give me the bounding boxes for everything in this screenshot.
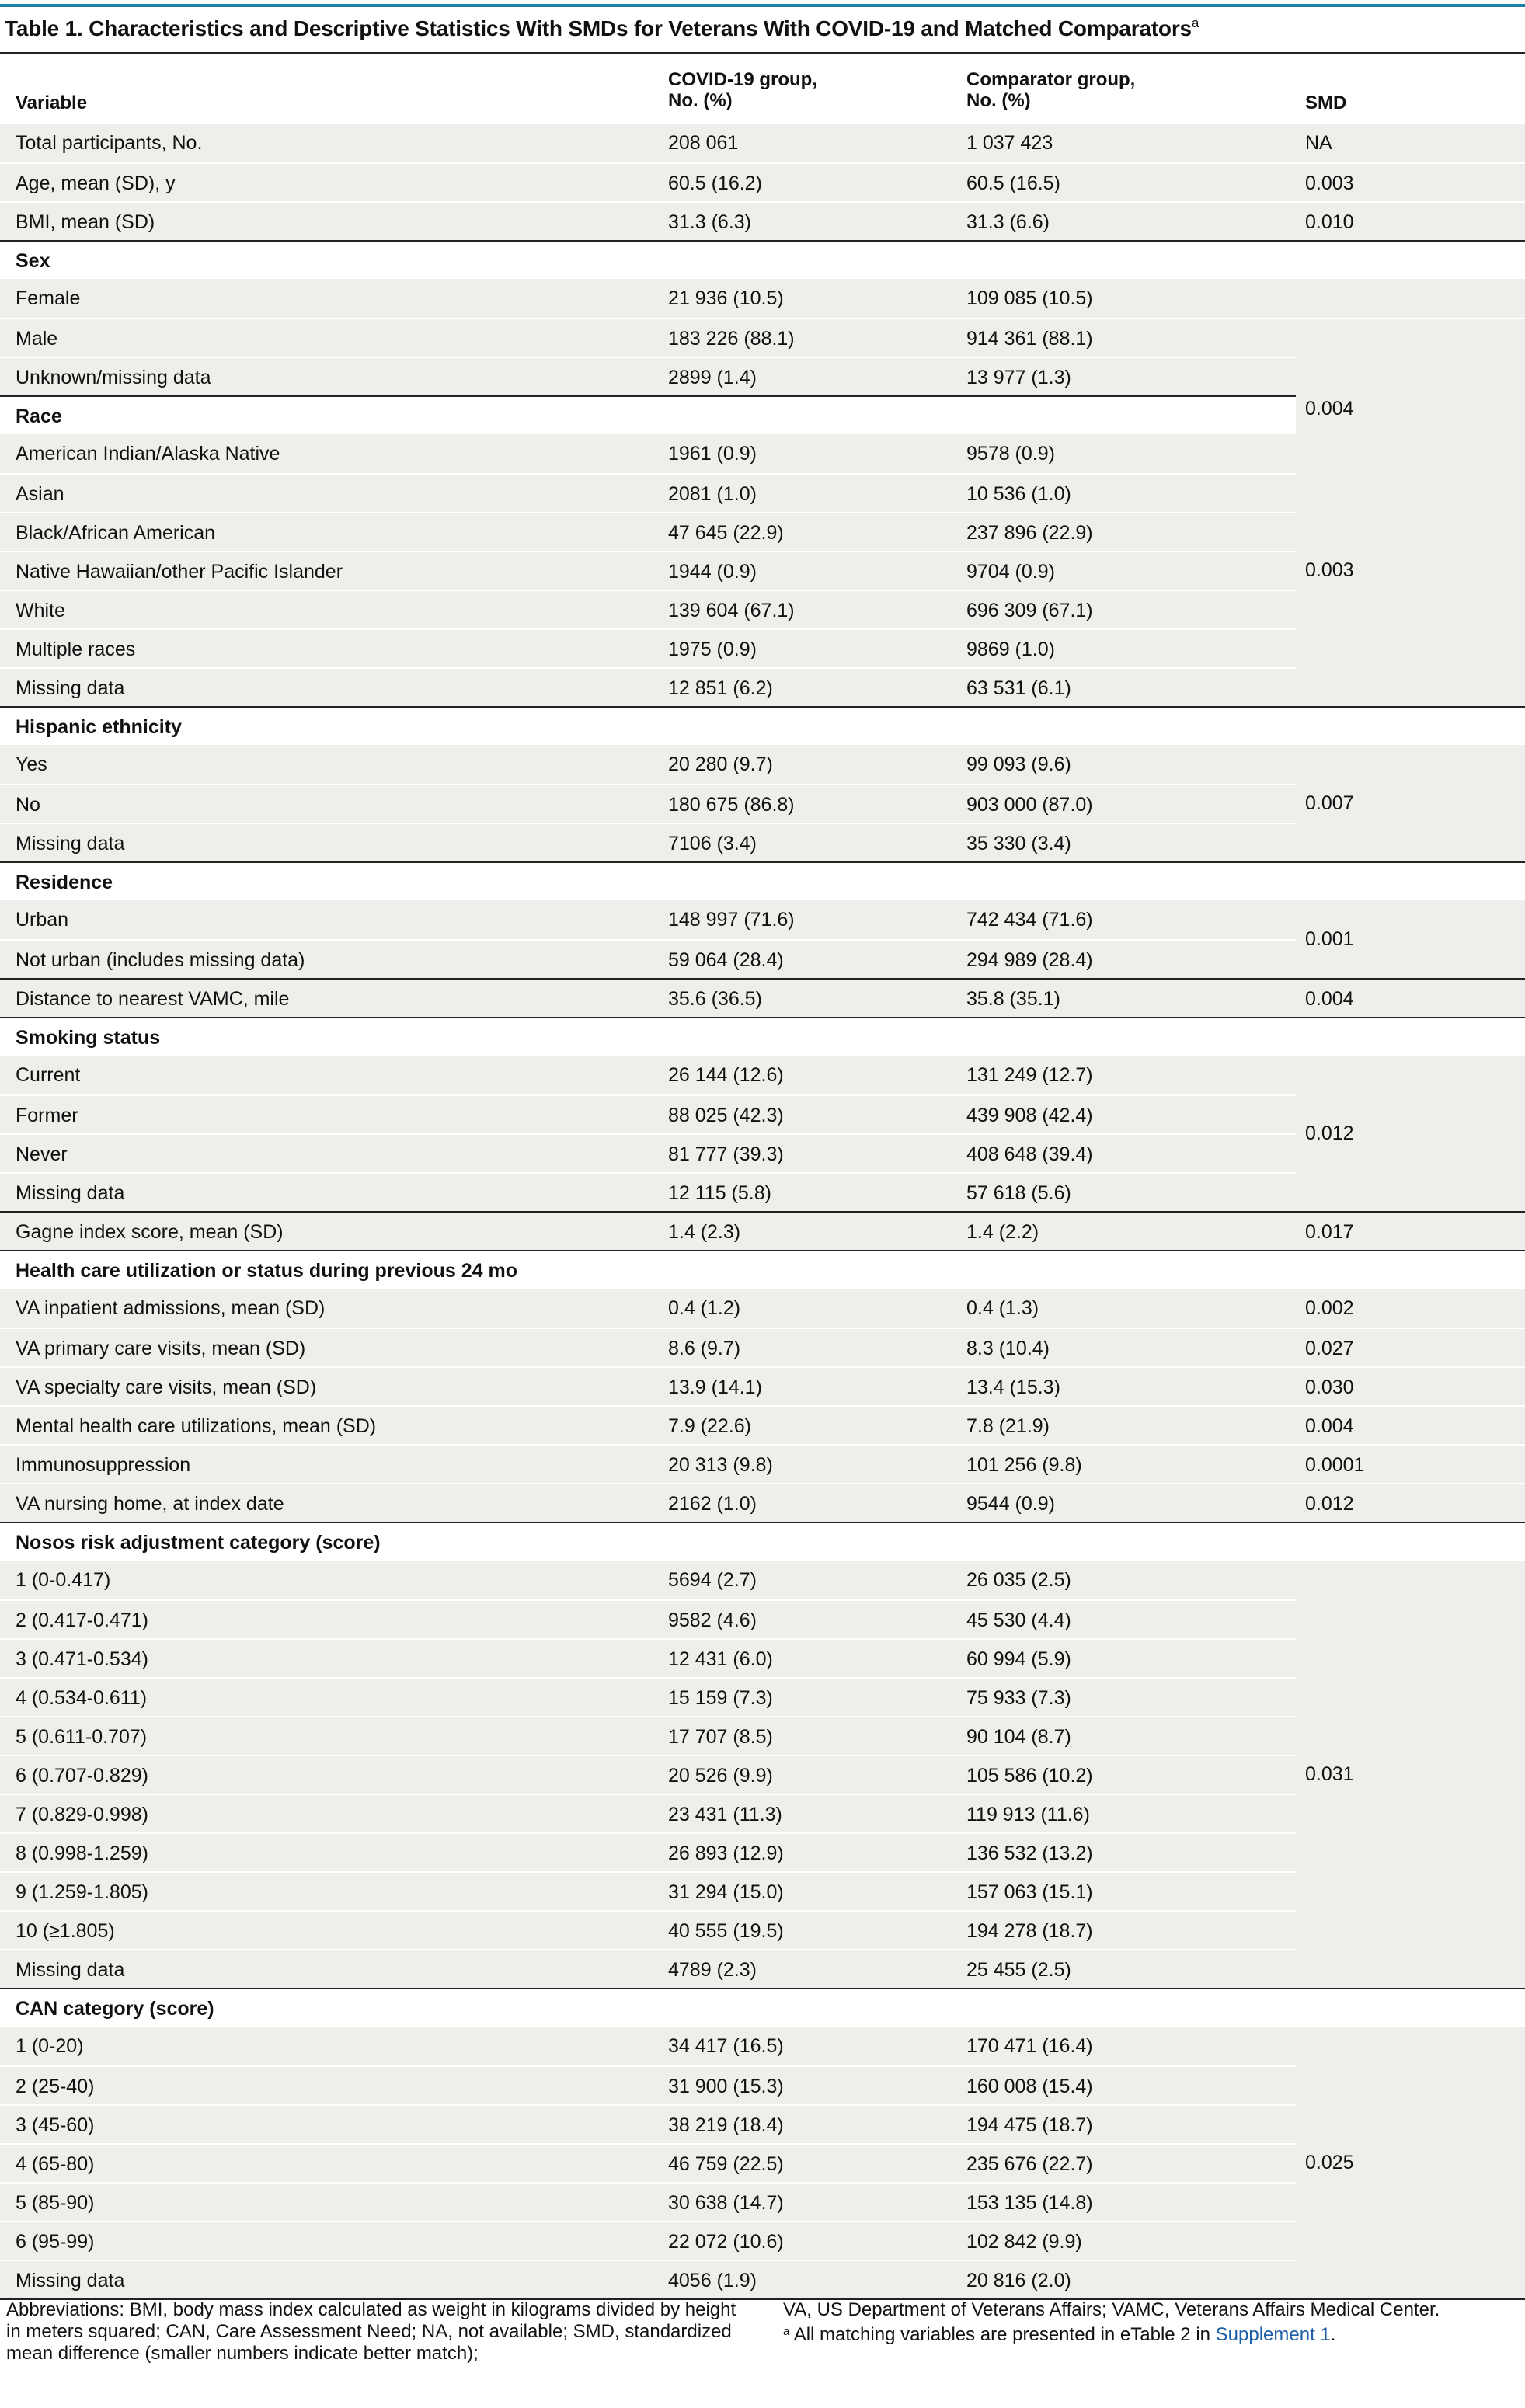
variable-cell: 5 (0.611-0.707): [16, 1726, 148, 1748]
covid-value-cell: 31 900 (15.3): [668, 2076, 784, 2097]
smd-cell: 0.002: [1305, 1297, 1354, 1319]
covid-value-cell: 31.3 (6.3): [668, 211, 752, 233]
comparator-value-cell: 31.3 (6.6): [966, 211, 1050, 233]
section-label: Hispanic ethnicity: [16, 716, 182, 738]
footnote-right: [783, 2299, 1521, 2346]
footnote-a-period: .: [1330, 2324, 1336, 2345]
covid-value-cell: 0.4 (1.2): [668, 1297, 741, 1319]
comparator-value-cell: 294 989 (28.4): [966, 949, 1093, 971]
variable-cell: Missing data: [16, 833, 125, 854]
variable-cell: Current: [16, 1064, 81, 1086]
comparator-value-cell: 60 994 (5.9): [966, 1648, 1071, 1670]
table-row: [0, 1405, 1525, 1444]
header-comparator-line2: No. (%): [966, 90, 1031, 111]
footnote-a: [783, 2321, 1521, 2346]
header-covid-line1: COVID-19 group,: [668, 69, 818, 90]
covid-value-cell: 180 675 (86.8): [668, 794, 795, 816]
variable-cell: Native Hawaiian/other Pacific Islander: [16, 561, 343, 583]
covid-value-cell: 148 997 (71.6): [668, 909, 795, 931]
supplement-link[interactable]: Supplement 1: [1215, 2324, 1331, 2345]
covid-value-cell: 7106 (3.4): [668, 833, 757, 854]
comparator-value-cell: 20 816 (2.0): [966, 2270, 1071, 2291]
comparator-value-cell: 131 249 (12.7): [966, 1064, 1093, 1086]
table-title-text: Table 1. Characteristics and Descriptive Statistics With SMDs for Veterans With COVID-19 and Matched Comparators: [5, 16, 1192, 40]
variable-cell: 4 (65-80): [16, 2153, 95, 2175]
covid-value-cell: 40 555 (19.5): [668, 1920, 784, 1942]
covid-value-cell: 20 526 (9.9): [668, 1765, 773, 1787]
variable-cell: 9 (1.259-1.805): [16, 1881, 148, 1903]
comparator-value-cell: 696 309 (67.1): [966, 600, 1093, 621]
variable-cell: Male: [16, 328, 58, 350]
comparator-value-cell: 119 913 (11.6): [966, 1804, 1090, 1825]
variable-cell: 7 (0.829-0.998): [16, 1804, 148, 1825]
table-row: [0, 124, 1525, 162]
footnote-a-marker: a: [783, 2325, 790, 2338]
comparator-value-cell: 90 104 (8.7): [966, 1726, 1071, 1748]
comparator-value-cell: 57 618 (5.6): [966, 1182, 1071, 1204]
title-footnote-marker: a: [1191, 16, 1199, 30]
table-row: [0, 1289, 1525, 1328]
variable-cell: Missing data: [16, 2270, 125, 2291]
header-smd: SMD: [1305, 92, 1347, 113]
header-variable: Variable: [16, 92, 88, 113]
comparator-value-cell: 194 278 (18.7): [966, 1920, 1093, 1942]
comparator-value-cell: 13 977 (1.3): [966, 367, 1071, 388]
table-row: [0, 1328, 1525, 1366]
section-header-row: [0, 706, 1525, 745]
smd-group-value: 0.004: [1305, 398, 1354, 419]
section-label: Sex: [16, 250, 50, 272]
variable-cell: Age, mean (SD), y: [16, 172, 176, 194]
variable-cell: Immunosuppression: [16, 1454, 191, 1476]
comparator-value-cell: 408 648 (39.4): [966, 1143, 1093, 1165]
section-header-row: [0, 240, 1525, 279]
section-label: Health care utilization or status during previous 24 mo: [16, 1260, 517, 1282]
variable-cell: 2 (25-40): [16, 2076, 95, 2097]
smd-group-value: 0.007: [1305, 792, 1354, 814]
table-row: [0, 1211, 1525, 1250]
variable-cell: Female: [16, 287, 81, 309]
section-header-row: [0, 1017, 1525, 1056]
table-row: [0, 978, 1525, 1017]
covid-value-cell: 17 707 (8.5): [668, 1726, 773, 1748]
covid-value-cell: 7.9 (22.6): [668, 1415, 752, 1437]
merged-smd-cell: [1296, 745, 1525, 861]
covid-value-cell: 46 759 (22.5): [668, 2153, 784, 2175]
comparator-value-cell: 9544 (0.9): [966, 1493, 1055, 1515]
variable-cell: No: [16, 794, 40, 816]
variable-cell: VA specialty care visits, mean (SD): [16, 1376, 317, 1398]
variable-cell: 6 (0.707-0.829): [16, 1765, 148, 1787]
covid-value-cell: 31 294 (15.0): [668, 1881, 784, 1903]
smd-cell: 0.004: [1305, 988, 1354, 1010]
header-comparator-line1: Comparator group,: [966, 69, 1136, 90]
comparator-value-cell: 105 586 (10.2): [966, 1765, 1093, 1787]
variable-cell: Not urban (includes missing data): [16, 949, 305, 971]
variable-cell: Total participants, No.: [16, 132, 203, 154]
section-header-row: [0, 861, 1525, 900]
comparator-value-cell: 26 035 (2.5): [966, 1569, 1071, 1591]
variable-cell: 1 (0-20): [16, 2035, 84, 2057]
smd-group-value: 0.003: [1305, 559, 1354, 581]
covid-value-cell: 21 936 (10.5): [668, 287, 784, 309]
comparator-value-cell: 35.8 (35.1): [966, 988, 1060, 1010]
covid-value-cell: 22 072 (10.6): [668, 2231, 784, 2253]
top-accent-bar: [0, 4, 1525, 7]
footnote-a-text: All matching variables are presented in eTable 2 in: [789, 2324, 1216, 2345]
comparator-value-cell: 1.4 (2.2): [966, 1221, 1039, 1243]
variable-cell: VA primary care visits, mean (SD): [16, 1338, 306, 1359]
merged-smd-cell: [1296, 900, 1525, 978]
comparator-value-cell: 8.3 (10.4): [966, 1338, 1050, 1359]
covid-value-cell: 8.6 (9.7): [668, 1338, 741, 1359]
comparator-value-cell: 35 330 (3.4): [966, 833, 1071, 854]
table-row: [0, 162, 1525, 201]
variable-cell: 8 (0.998-1.259): [16, 1843, 148, 1864]
section-label: Smoking status: [16, 1027, 161, 1049]
variable-cell: Gagne index score, mean (SD): [16, 1221, 284, 1243]
covid-value-cell: 1944 (0.9): [668, 561, 757, 583]
variable-cell: 2 (0.417-0.471): [16, 1609, 148, 1631]
variable-cell: 4 (0.534-0.611): [16, 1687, 148, 1709]
comparator-value-cell: 136 532 (13.2): [966, 1843, 1093, 1864]
variable-cell: Yes: [16, 753, 47, 775]
comparator-value-cell: 13.4 (15.3): [966, 1376, 1060, 1398]
comparator-value-cell: 235 676 (22.7): [966, 2153, 1093, 2175]
comparator-value-cell: 742 434 (71.6): [966, 909, 1093, 931]
variable-cell: Former: [16, 1105, 78, 1126]
section-label: CAN category (score): [16, 1998, 214, 2020]
table-title: [5, 16, 1199, 41]
comparator-value-cell: 157 063 (15.1): [966, 1881, 1093, 1903]
covid-value-cell: 2899 (1.4): [668, 367, 757, 388]
variable-cell: Urban: [16, 909, 69, 931]
smd-group-value: 0.001: [1305, 928, 1354, 950]
covid-value-cell: 12 851 (6.2): [668, 677, 773, 699]
variable-cell: Missing data: [16, 677, 125, 699]
covid-value-cell: 30 638 (14.7): [668, 2192, 784, 2214]
covid-value-cell: 2162 (1.0): [668, 1493, 757, 1515]
variable-cell: American Indian/Alaska Native: [16, 443, 280, 465]
variable-cell: Multiple races: [16, 639, 136, 660]
comparator-value-cell: 1 037 423: [966, 132, 1053, 154]
smd-cell: 0.0001: [1305, 1454, 1365, 1476]
covid-value-cell: 208 061: [668, 132, 739, 154]
table-row: [0, 1366, 1525, 1405]
section-header-row: [0, 1522, 1525, 1561]
variable-cell: 5 (85-90): [16, 2192, 95, 2214]
comparator-value-cell: 237 896 (22.9): [966, 522, 1093, 544]
variable-cell: Never: [16, 1143, 68, 1165]
comparator-value-cell: 60.5 (16.5): [966, 172, 1060, 194]
smd-group-value: 0.031: [1305, 1763, 1354, 1785]
covid-value-cell: 1.4 (2.3): [668, 1221, 741, 1243]
comparator-value-cell: 10 536 (1.0): [966, 483, 1071, 505]
covid-value-cell: 1975 (0.9): [668, 639, 757, 660]
covid-value-cell: 88 025 (42.3): [668, 1105, 784, 1126]
comparator-value-cell: 9869 (1.0): [966, 639, 1055, 660]
smd-cell: 0.004: [1305, 1415, 1354, 1437]
comparator-value-cell: 914 361 (88.1): [966, 328, 1093, 350]
header-covid-line2: No. (%): [668, 90, 733, 111]
variable-cell: Asian: [16, 483, 64, 505]
section-label: Nosos risk adjustment category (score): [16, 1532, 381, 1554]
covid-value-cell: 47 645 (22.9): [668, 522, 784, 544]
comparator-value-cell: 75 933 (7.3): [966, 1687, 1071, 1709]
table-body: [0, 124, 1525, 2300]
covid-value-cell: 38 219 (18.4): [668, 2114, 784, 2136]
comparator-value-cell: 25 455 (2.5): [966, 1959, 1071, 1981]
covid-value-cell: 15 159 (7.3): [668, 1687, 773, 1709]
comparator-value-cell: 160 008 (15.4): [966, 2076, 1093, 2097]
smd-cell: 0.017: [1305, 1221, 1354, 1243]
covid-value-cell: 23 431 (11.3): [668, 1804, 782, 1825]
covid-value-cell: 1961 (0.9): [668, 443, 757, 465]
merged-smd-cell: [1296, 434, 1525, 706]
covid-value-cell: 4056 (1.9): [668, 2270, 757, 2291]
comparator-value-cell: 903 000 (87.0): [966, 794, 1093, 816]
variable-cell: Mental health care utilizations, mean (SD): [16, 1415, 377, 1437]
comparator-value-cell: 9578 (0.9): [966, 443, 1055, 465]
merged-smd-cell: [1296, 1561, 1525, 1988]
smd-group-value: 0.012: [1305, 1122, 1354, 1144]
variable-cell: 3 (45-60): [16, 2114, 95, 2136]
variable-cell: Distance to nearest VAMC, mile: [16, 988, 290, 1010]
variable-cell: 6 (95-99): [16, 2231, 95, 2253]
covid-value-cell: 139 604 (67.1): [668, 600, 795, 621]
table-row: [0, 279, 1525, 318]
smd-cell: 0.027: [1305, 1338, 1354, 1359]
comparator-value-cell: 99 093 (9.6): [966, 753, 1071, 775]
smd-cell: 0.010: [1305, 211, 1354, 233]
covid-value-cell: 35.6 (36.5): [668, 988, 762, 1010]
covid-value-cell: 81 777 (39.3): [668, 1143, 784, 1165]
comparator-value-cell: 170 471 (16.4): [966, 2035, 1093, 2057]
smd-cell: NA: [1305, 132, 1332, 154]
covid-value-cell: 9582 (4.6): [668, 1609, 757, 1631]
table-row: [0, 201, 1525, 240]
comparator-value-cell: 439 908 (42.4): [966, 1105, 1093, 1126]
section-label: Race: [16, 405, 62, 427]
merged-smd-cell: [1296, 2027, 1525, 2298]
comparator-value-cell: 101 256 (9.8): [966, 1454, 1082, 1476]
comparator-value-cell: 109 085 (10.5): [966, 287, 1093, 309]
variable-cell: VA nursing home, at index date: [16, 1493, 284, 1515]
covid-value-cell: 12 431 (6.0): [668, 1648, 773, 1670]
covid-value-cell: 2081 (1.0): [668, 483, 757, 505]
comparator-value-cell: 45 530 (4.4): [966, 1609, 1071, 1631]
covid-value-cell: 34 417 (16.5): [668, 2035, 784, 2057]
variable-cell: 1 (0-0.417): [16, 1569, 111, 1591]
covid-value-cell: 60.5 (16.2): [668, 172, 762, 194]
footnote-abbreviations-cont: VA, US Department of Veterans Affairs; VAMC, Veterans Affairs Medical Center.: [783, 2299, 1440, 2320]
comparator-value-cell: 153 135 (14.8): [966, 2192, 1093, 2214]
header-comparator-group: [966, 69, 1135, 111]
variable-cell: White: [16, 600, 65, 621]
section-label: Residence: [16, 872, 113, 893]
covid-value-cell: 12 115 (5.8): [668, 1182, 771, 1204]
variable-cell: Missing data: [16, 1959, 125, 1981]
comparator-value-cell: 7.8 (21.9): [966, 1415, 1050, 1437]
table-row: [0, 1444, 1525, 1483]
characteristics-table: [0, 52, 1525, 2300]
footnote-abbreviations: Abbreviations: BMI, body mass index calculated as weight in kilograms divided by height in meters squared; CAN, Care Assessment Need; NA, not available; SMD, standardized mean difference (smaller numbers indicate better match);: [6, 2299, 736, 2364]
covid-value-cell: 26 144 (12.6): [668, 1064, 784, 1086]
table-header: [0, 54, 1525, 124]
covid-value-cell: 20 313 (9.8): [668, 1454, 773, 1476]
variable-cell: BMI, mean (SD): [16, 211, 155, 233]
comparator-value-cell: 9704 (0.9): [966, 561, 1055, 583]
section-header-row: [0, 1250, 1525, 1289]
merged-smd-cell: [1296, 1056, 1525, 1211]
variable-cell: VA inpatient admissions, mean (SD): [16, 1297, 326, 1319]
covid-value-cell: 5694 (2.7): [668, 1569, 757, 1591]
variable-cell: Black/African American: [16, 522, 216, 544]
covid-value-cell: 13.9 (14.1): [668, 1376, 762, 1398]
comparator-value-cell: 63 531 (6.1): [966, 677, 1071, 699]
covid-value-cell: 20 280 (9.7): [668, 753, 773, 775]
header-covid-group: [668, 69, 817, 111]
covid-value-cell: 4789 (2.3): [668, 1959, 757, 1981]
comparator-value-cell: 0.4 (1.3): [966, 1297, 1039, 1319]
variable-cell: Unknown/missing data: [16, 367, 211, 388]
comparator-value-cell: 194 475 (18.7): [966, 2114, 1093, 2136]
covid-value-cell: 26 893 (12.9): [668, 1843, 784, 1864]
smd-group-value: 0.025: [1305, 2152, 1354, 2173]
smd-cell: 0.003: [1305, 172, 1354, 194]
variable-cell: Missing data: [16, 1182, 125, 1204]
smd-cell: 0.030: [1305, 1376, 1354, 1398]
table-row: [0, 1483, 1525, 1522]
comparator-value-cell: 102 842 (9.9): [966, 2231, 1082, 2253]
variable-cell: 3 (0.471-0.534): [16, 1648, 148, 1670]
smd-cell: 0.012: [1305, 1493, 1354, 1515]
covid-value-cell: 183 226 (88.1): [668, 328, 795, 350]
variable-cell: 10 (≥1.805): [16, 1920, 115, 1942]
section-header-row: [0, 1988, 1525, 2027]
covid-value-cell: 59 064 (28.4): [668, 949, 784, 971]
